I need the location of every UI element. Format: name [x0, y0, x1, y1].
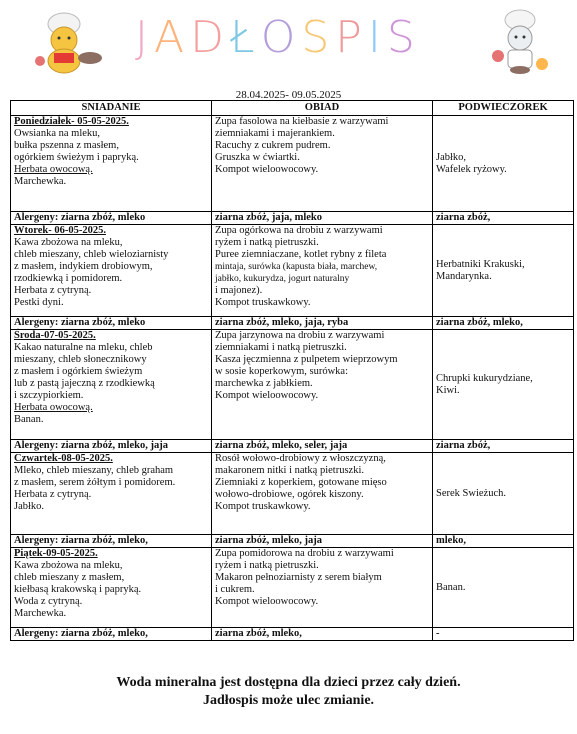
lunch-cell: [212, 225, 433, 317]
allergen-cell: -: [433, 628, 574, 641]
lunch-item: Zupa ogórkowa na drobiu z warzywami: [215, 225, 383, 236]
breakfast-item: Banan.: [14, 414, 44, 425]
allergen-cell: ziarna zbóż, mleko, jaja: [212, 535, 433, 548]
date-range: 28.04.2025- 09.05.2025: [235, 89, 342, 101]
breakfast-item: Mleko, chleb mieszany, chleb graham: [14, 465, 174, 476]
allergen-cell: ziarna zbóż,: [433, 212, 574, 225]
snack-item: Herbatniki Krakuski,: [436, 258, 525, 270]
allergen-row: [11, 535, 574, 548]
lunch-item: Kompot truskawkowy.: [215, 501, 311, 512]
day-label: Piątek-09-05-2025.: [14, 548, 98, 559]
breakfast-cell: [11, 225, 212, 317]
breakfast-item: rzodkiewką i pomidorem.: [14, 273, 123, 284]
breakfast-item: chleb mieszany, chleb wieloziarnisty: [14, 249, 169, 260]
breakfast-item: mieszany, chleb słonecznikowy: [14, 354, 147, 365]
breakfast-item: Owsianka na mleku,: [14, 128, 101, 139]
lunch-item: ryżem i natką pietruszki.: [215, 237, 319, 248]
allergen-row: [11, 317, 574, 330]
allergen-cell: ziarna zbóż, mleko,: [433, 317, 574, 330]
allergen-row: [11, 440, 574, 453]
breakfast-item: Marchewka.: [14, 608, 67, 619]
day-label: Poniedziałek- 05-05-2025.: [14, 116, 129, 127]
page-title: [135, 12, 421, 63]
breakfast-item: Jabłko.: [14, 501, 45, 512]
lunch-item: Gruszka w ćwiartki.: [215, 152, 300, 163]
lunch-item: Zupa fasolowa na kiełbasie z warzywami: [215, 116, 389, 127]
lunch-item: ryżem i natką pietruszki.: [215, 560, 319, 571]
snack-cell: [433, 330, 574, 440]
lunch-item: makaronem nitki i natką pietruszki.: [215, 465, 364, 476]
title-letter: I: [367, 12, 387, 63]
lunch-item: Kasza jęczmienna z pulpetem wieprzowym: [215, 354, 398, 365]
breakfast-cell: [11, 548, 212, 628]
lunch-cell: [212, 548, 433, 628]
lunch-cell: [212, 453, 433, 535]
snack-item: Mandarynka.: [436, 270, 492, 282]
snack-cell: [433, 548, 574, 628]
title-letter: O: [260, 12, 302, 63]
breakfast-item: Herbata z cytryną.: [14, 285, 92, 296]
snack-item: Jabłko,: [436, 151, 467, 163]
breakfast-item: z masłem i ogórkiem świeżym: [14, 366, 143, 377]
title-letter: J: [135, 12, 154, 63]
snack-cell: [433, 116, 574, 212]
allergen-cell: mleko,: [433, 535, 574, 548]
lunch-item: Puree ziemniaczane, kotlet rybny z fileta: [215, 249, 387, 260]
breakfast-item: ogórkiem świeżym i papryką.: [14, 152, 139, 163]
allergen-cell: ziarna zbóż,: [433, 440, 574, 453]
allergen-cell: Alergeny: ziarna zbóż, mleko,: [11, 535, 212, 548]
title-letter: S: [301, 12, 336, 63]
lunch-item: mintaja, surówka (kapusta biała, marchew,: [215, 262, 378, 272]
breakfast-item: z masłem, serem żółtym i pomidorem.: [14, 477, 176, 488]
footer: [0, 674, 577, 710]
lunch-item: wołowo-drobiowe, ogórek kiszony.: [215, 489, 364, 500]
table-header: [11, 101, 574, 116]
lunch-item: ziemniakami i majerankiem.: [215, 128, 335, 139]
allergen-cell: ziarna zbóż, mleko, jaja, ryba: [212, 317, 433, 330]
snack-cell: [433, 453, 574, 535]
day-row: [11, 116, 574, 212]
lunch-item: i majonez).: [215, 285, 263, 296]
column-header-lunch: OBIAD: [212, 101, 433, 116]
allergen-row: [11, 212, 574, 225]
breakfast-item: Herbata owocową.: [14, 402, 93, 413]
breakfast-item: Kawa zbożowa na mleku,: [14, 560, 123, 571]
lunch-item: Makaron pełnoziarnisty z serem białym: [215, 572, 382, 583]
column-header-snack: PODWIECZOREK: [433, 101, 574, 116]
lunch-item: ziemniakami i natką pietruszki.: [215, 342, 347, 353]
lunch-item: Kompot wieloowocowy.: [215, 596, 319, 607]
day-row: [11, 453, 574, 535]
lunch-item: Zupa jarzynowa na drobiu z warzywami: [215, 330, 385, 341]
allergen-row: [11, 628, 574, 641]
breakfast-item: z masłem, indykiem drobiowym,: [14, 261, 153, 272]
lunch-item: Ziemniaki z koperkiem, gotowane mięso: [215, 477, 387, 488]
winnie-pooh-chef-icon: [30, 6, 110, 76]
lunch-item: w sosie koperkowym, surówka:: [215, 366, 348, 377]
lunch-item: jabłko, kukurydza, jogurt naturalny: [215, 274, 350, 284]
lunch-cell: [212, 330, 433, 440]
lunch-item: Zupa pomidorowa na drobiu z warzywami: [215, 548, 394, 559]
breakfast-item: Woda z cytryną.: [14, 596, 83, 607]
allergen-cell: Alergeny: ziarna zbóż, mleko,: [11, 628, 212, 641]
breakfast-item: chleb mieszany z masłem,: [14, 572, 125, 583]
lunch-item: Rosół wołowo-drobiowy z włoszczyzną,: [215, 453, 386, 464]
lunch-item: i cukrem.: [215, 584, 255, 595]
snack-item: Kiwi.: [436, 384, 460, 396]
title-letter: S: [386, 12, 421, 63]
day-row: [11, 225, 574, 317]
breakfast-item: kiełbasą krakowską i papryką.: [14, 584, 142, 595]
breakfast-cell: [11, 330, 212, 440]
snack-item: Chrupki kukurydziane,: [436, 372, 533, 384]
breakfast-item: Pestki dyni.: [14, 297, 64, 308]
day-label: Środa-07-05-2025.: [14, 330, 96, 341]
title-letter: P: [335, 12, 368, 63]
breakfast-item: Herbata z cytryną.: [14, 489, 92, 500]
breakfast-item: Kakao naturalne na mleku, chleb: [14, 342, 153, 353]
snack-item: Serek Swieżuch.: [436, 487, 506, 499]
title-letter: Ł: [229, 12, 261, 63]
breakfast-cell: [11, 116, 212, 212]
allergen-cell: ziarna zbóż, mleko,: [212, 628, 433, 641]
snack-item: Wafelek ryżowy.: [436, 163, 507, 175]
breakfast-item: lub z pastą jajeczną z rzodkiewką: [14, 378, 155, 389]
breakfast-cell: [11, 453, 212, 535]
chef-cat-icon: [480, 6, 560, 76]
lunch-item: Kompot wieloowocowy.: [215, 390, 319, 401]
lunch-item: marchewka z jabłkiem.: [215, 378, 313, 389]
lunch-item: Racuchy z cukrem pudrem.: [215, 140, 331, 151]
breakfast-item: i szczypiorkiem.: [14, 390, 84, 401]
header: [0, 0, 577, 80]
snack-item: Banan.: [436, 581, 466, 593]
breakfast-item: Herbata owocową.: [14, 164, 93, 175]
lunch-item: Kompot wieloowocowy.: [215, 164, 319, 175]
allergen-cell: ziarna zbóż, mleko, seler, jaja: [212, 440, 433, 453]
day-row: [11, 330, 574, 440]
menu-table: [10, 100, 574, 641]
allergen-cell: Alergeny: ziarna zbóż, mleko, jaja: [11, 440, 212, 453]
footer-water-note: Woda mineralna jest dostępna dla dzieci przez cały dzień.: [116, 675, 461, 690]
title-letter: D: [190, 12, 230, 63]
breakfast-item: Marchewka.: [14, 176, 67, 187]
allergen-cell: ziarna zbóż, jaja, mleko: [212, 212, 433, 225]
footer-change-note: Jadłospis może ulec zmianie.: [202, 693, 375, 708]
breakfast-item: bułka pszenna z masłem,: [14, 140, 119, 151]
allergen-cell: Alergeny: ziarna zbóż, mleko: [11, 317, 212, 330]
snack-cell: [433, 225, 574, 317]
allergen-cell: Alergeny: ziarna zbóż, mleko: [11, 212, 212, 225]
day-label: Czwartek-08-05-2025.: [14, 453, 113, 464]
day-label: Wtorek- 06-05-2025.: [14, 225, 106, 236]
column-header-breakfast: SNIADANIE: [11, 101, 212, 116]
breakfast-item: Kawa zbożowa na mleku,: [14, 237, 123, 248]
lunch-cell: [212, 116, 433, 212]
title-letter: A: [153, 12, 191, 63]
lunch-item: Kompot truskawkowy.: [215, 297, 311, 308]
day-row: [11, 548, 574, 628]
